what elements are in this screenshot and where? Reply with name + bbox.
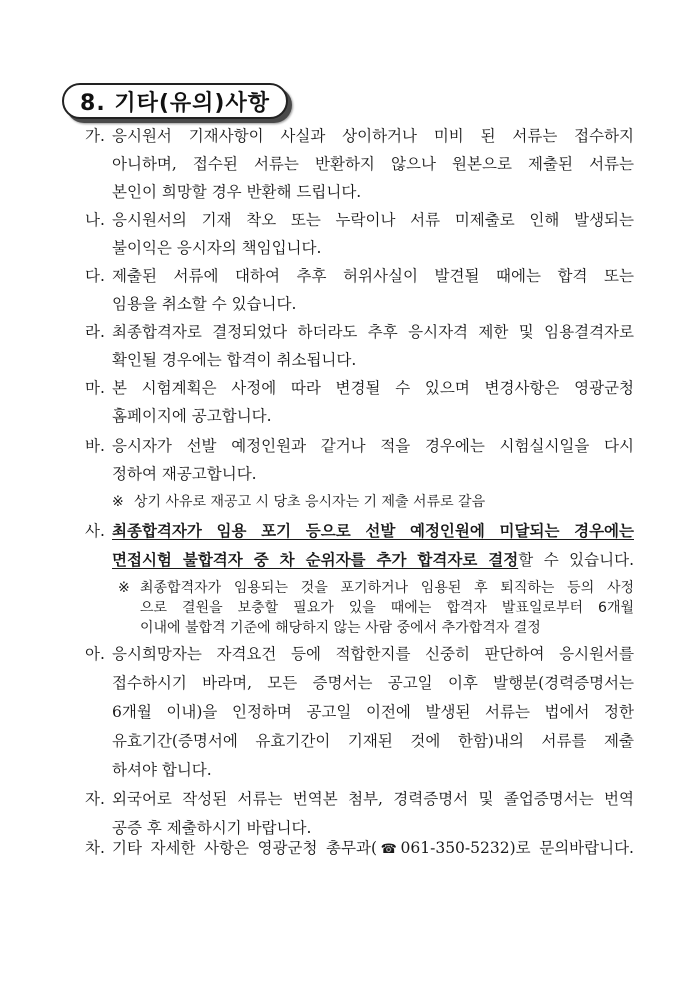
note-ba-line-1: 상기 사유로 재공고 시 당초 응시자는 기 제출 서류로 갈음 [134,494,486,510]
item-a-line-3: 6개월 이내)을 인정하며 공고일 이전에 발생된 서류는 법에서 정한 [112,703,634,721]
item-marker-ra: 라. [85,323,105,341]
item-a-line-2: 접수하시기 바라며, 모든 증명서는 공고일 이후 발행분(경력증명서는 [112,674,634,692]
item-na-line-1: 응시원서의 기재 착오 또는 누락이나 서류 미제출로 인해 발생되는 [112,211,634,229]
note-sa-line-1: 최종합격자가 임용되는 것을 포기하거나 임용된 후 퇴직하는 등의 사정 [140,580,634,596]
item-marker-ba: 바. [85,437,105,455]
reference-mark-icon: ※ [118,580,130,596]
note-sa-line-2: 으로 결원을 보충할 필요가 있을 때에는 합격자 발표일로부터 6개월 [140,600,634,616]
item-da-line-2: 임용을 취소할 수 있습니다. [112,295,297,313]
item-a-line-5: 하셔야 합니다. [112,761,212,779]
item-marker-na: 나. [85,211,105,229]
item-ga-line-2: 아니하며, 접수된 서류는 반환하지 않으나 원본으로 제출된 서류는 [112,155,634,173]
item-ma-line-1: 본 시험계획은 사정에 따라 변경될 수 있으며 변경사항은 영광군청 [112,379,634,397]
item-ga-line-3: 본인이 희망할 경우 반환해 드립니다. [112,183,362,201]
plain-text: 할 수 있습니다. [518,551,634,569]
telephone-icon: ☎ [377,842,401,857]
item-na-line-2: 불이익은 응시자의 책임입니다. [112,239,322,257]
item-marker-a: 아. [85,645,105,663]
item-ja-line-1: 외국어로 작성된 서류는 번역본 첨부, 경력증명서 및 졸업증명서는 번역 [112,790,634,808]
item-cha-line-1 [112,838,634,860]
item-marker-cha: 차. [85,839,105,857]
item-ra-line-2: 확인될 경우에는 합격이 취소됩니다. [112,351,357,369]
contact-text-end: )로 문의바랍니다. [509,839,634,857]
item-ra-line-1: 최종합격자로 결정되었다 하더라도 추후 응시자격 제한 및 임용결격자로 [112,323,634,341]
item-ga-line-1: 응시원서 기재사항이 사실과 상이하거나 미비 된 서류는 접수하지 [112,127,634,145]
emphasis-text: 최종합격자가 임용 포기 등으로 선발 예정인원에 미달되는 경우에는 [112,521,634,540]
contact-text: 기타 자세한 사항은 영광군청 총무과( [112,839,377,857]
item-a-line-1: 응시희망자는 자격요건 등에 적합한지를 신중히 판단하여 응시원서를 [112,645,634,663]
item-marker-sa: 사. [85,522,105,540]
emphasis-text: 면접시험 불합격자 중 차 순위자를 추가 합격자로 결정 [112,550,519,569]
item-ma-line-2: 홈페이지에 공고합니다. [112,407,272,425]
reference-mark-icon: ※ [112,494,124,510]
item-marker-ma: 마. [85,379,105,397]
item-marker-ja: 자. [85,790,105,808]
item-ba-line-1: 응시자가 선발 예정인원과 같거나 적을 경우에는 시험실시일을 다시 [112,437,634,455]
phone-number: 061-350-5232 [400,839,510,857]
section-title-badge [62,83,288,119]
item-marker-ga: 가. [85,127,105,145]
note-sa-line-3: 이내에 불합격 기준에 해당하지 않는 사람 중에서 추가합격자 결정 [140,620,541,636]
item-da-line-1: 제출된 서류에 대하여 추후 허위사실이 발견될 때에는 합격 또는 [112,267,634,285]
item-ja-line-2: 공증 후 제출하시기 바랍니다. [112,819,312,837]
item-sa-line-2 [112,550,634,570]
item-marker-da: 다. [85,267,105,285]
item-sa-line-1 [112,521,634,541]
section-title: 8. 기타(유의)사항 [80,90,270,116]
item-ba-line-2: 정하여 재공고합니다. [112,465,257,483]
item-a-line-4: 유효기간(증명서에 유효기간이 기재된 것에 한함)내의 서류를 제출 [112,732,634,750]
